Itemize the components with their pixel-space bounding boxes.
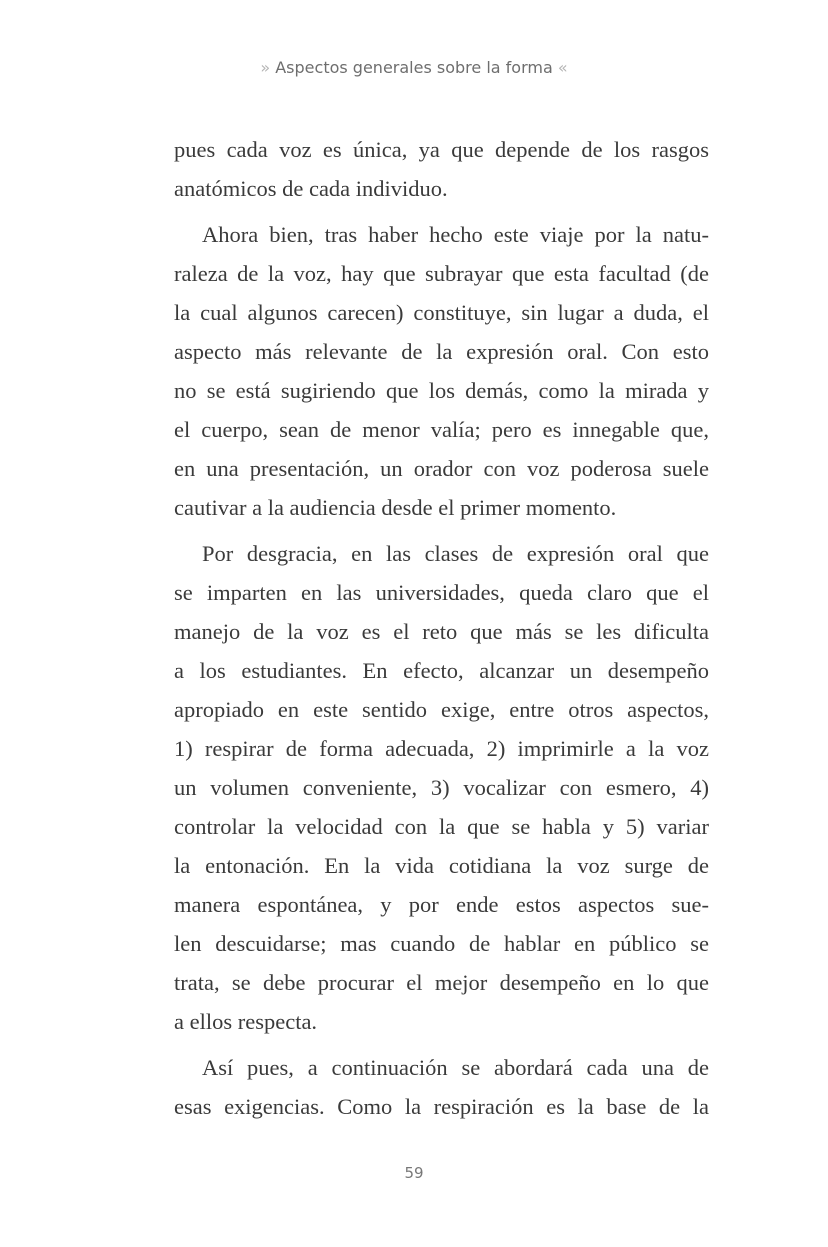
text-line: len descuidarse; mas cuando de hablar en público se (174, 931, 709, 956)
text-line: controlar la velocidad con la que se habla y 5) variar (174, 814, 709, 839)
text-line: Así pues, a continuación se abordará cada una de (202, 1055, 709, 1080)
text-line: Ahora bien, tras haber hecho este viaje por la natu- (202, 222, 709, 247)
text-line: manejo de la voz es el reto que más se les dificulta (174, 619, 709, 644)
text-line: a los estudiantes. En efecto, alcanzar un desempeño (174, 658, 709, 683)
text-line: la cual algunos carecen) constituye, sin lugar a duda, el (174, 300, 709, 325)
text-line: a ellos respecta. (174, 1009, 318, 1034)
header-open-mark: » (260, 58, 271, 77)
running-header (0, 58, 828, 77)
text-line: en una presentación, un orador con voz poderosa suele (174, 456, 709, 481)
text-line: la entonación. En la vida cotidiana la voz surge de (174, 853, 709, 878)
header-close-mark: « (557, 58, 568, 77)
text-line: no se está sugiriendo que los demás, como la mirada y (174, 378, 709, 403)
paragraph (174, 130, 709, 208)
text-line: manera espontánea, y por ende estos aspectos sue- (174, 892, 709, 917)
page-number: 59 (404, 1164, 424, 1182)
header-title: Aspectos generales sobre la forma (275, 58, 553, 77)
paragraph (174, 534, 709, 1041)
text-line: cautivar a la audiencia desde el primer momento. (174, 495, 617, 520)
text-line: raleza de la voz, hay que subrayar que esta facultad (de (174, 261, 709, 286)
text-line: se imparten en las universidades, queda claro que el (174, 580, 709, 605)
text-line: el cuerpo, sean de menor valía; pero es innegable que, (174, 417, 709, 442)
paragraph (174, 215, 709, 527)
body-text (174, 130, 709, 1133)
text-line: 1) respirar de forma adecuada, 2) imprimirle a la voz (174, 736, 709, 761)
text-line: apropiado en este sentido exige, entre otros aspectos, (174, 697, 709, 722)
text-line: Por desgracia, en las clases de expresión oral que (202, 541, 709, 566)
text-line: un volumen conveniente, 3) vocalizar con esmero, 4) (174, 775, 709, 800)
text-line: pues cada voz es única, ya que depende de los rasgos (174, 137, 709, 162)
text-line: esas exigencias. Como la respiración es la base de la (174, 1094, 709, 1119)
text-line: aspecto más relevante de la expresión oral. Con esto (174, 339, 709, 364)
paragraph (174, 1048, 709, 1126)
text-line: trata, se debe procurar el mejor desempeño en lo que (174, 970, 709, 995)
text-line: anatómicos de cada individuo. (174, 176, 448, 201)
